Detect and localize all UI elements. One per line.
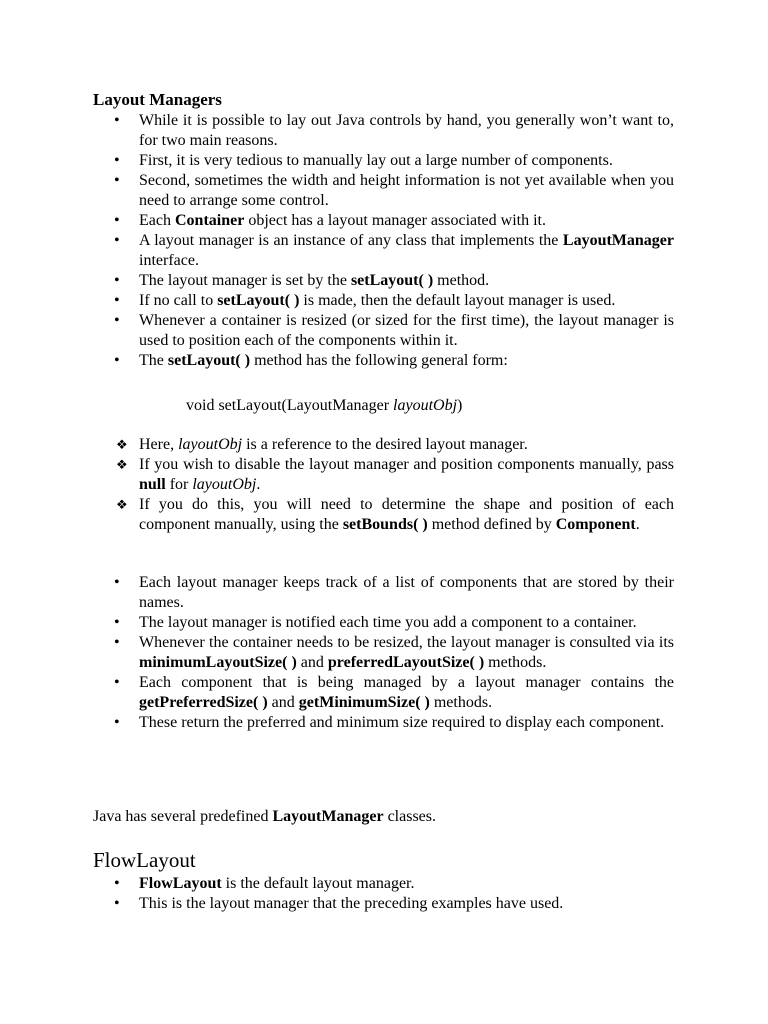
bullet-item: • The layout manager is set by the setLayout( ) method.: [93, 271, 674, 291]
bullet-item: • The setLayout( ) method has the following general form:: [93, 351, 674, 371]
diamond-item: ❖ If you do this, you will need to determine the shape and position of each component manually, using the setBounds( ) method defined by Component.: [93, 495, 674, 535]
layout-managers-bullet-list: [93, 111, 674, 371]
bullet-item: • First, it is very tedious to manually lay out a large number of components.: [93, 151, 674, 171]
bullet-item: • While it is possible to lay out Java controls by hand, you generally won’t want to, for two main reasons.: [93, 111, 674, 151]
diamond-item: ❖ Here, layoutObj is a reference to the desired layout manager.: [93, 435, 674, 455]
bullet-item: • Second, sometimes the width and height information is not yet available when you need to arrange some control.: [93, 171, 674, 211]
bullet-item: • If no call to setLayout( ) is made, then the default layout manager is used.: [93, 291, 674, 311]
section-heading-layout-managers: Layout Managers: [93, 90, 222, 109]
flowlayout-bullet-list: [93, 874, 674, 914]
bullet-item: • The layout manager is notified each time you add a component to a container.: [93, 613, 674, 633]
bullet-item: • This is the layout manager that the preceding examples have used.: [93, 894, 674, 914]
bullet-item: • These return the preferred and minimum size required to display each component.: [93, 713, 674, 733]
bullet-item: • A layout manager is an instance of any class that implements the LayoutManager interface.: [93, 231, 674, 271]
bullet-item: • Whenever the container needs to be resized, the layout manager is consulted via its minimumLayoutSize( ) and preferredLayoutSize( ) methods.: [93, 633, 674, 673]
bullet-item: • Each Container object has a layout manager associated with it.: [93, 211, 674, 231]
diamond-item: ❖ If you wish to disable the layout manager and position components manually, pass null for layoutObj.: [93, 455, 674, 495]
code-signature: void setLayout(LayoutManager layoutObj): [186, 397, 463, 414]
layout-tracking-bullet-list: [93, 573, 674, 733]
bullet-item: • FlowLayout is the default layout manager.: [93, 874, 674, 894]
predefined-classes-paragraph: Java has several predefined LayoutManager classes.: [93, 808, 437, 825]
bullet-item: • Each layout manager keeps track of a list of components that are stored by their names.: [93, 573, 674, 613]
diamond-bullet-list: [93, 435, 674, 535]
bullet-item: • Whenever a container is resized (or sized for the first time), the layout manager is used to position each of the components within it.: [93, 311, 674, 351]
bullet-item: • Each component that is being managed by a layout manager contains the getPreferredSize( ) and getMinimumSize( ) methods.: [93, 673, 674, 713]
section-heading-flowlayout: FlowLayout: [93, 848, 196, 872]
